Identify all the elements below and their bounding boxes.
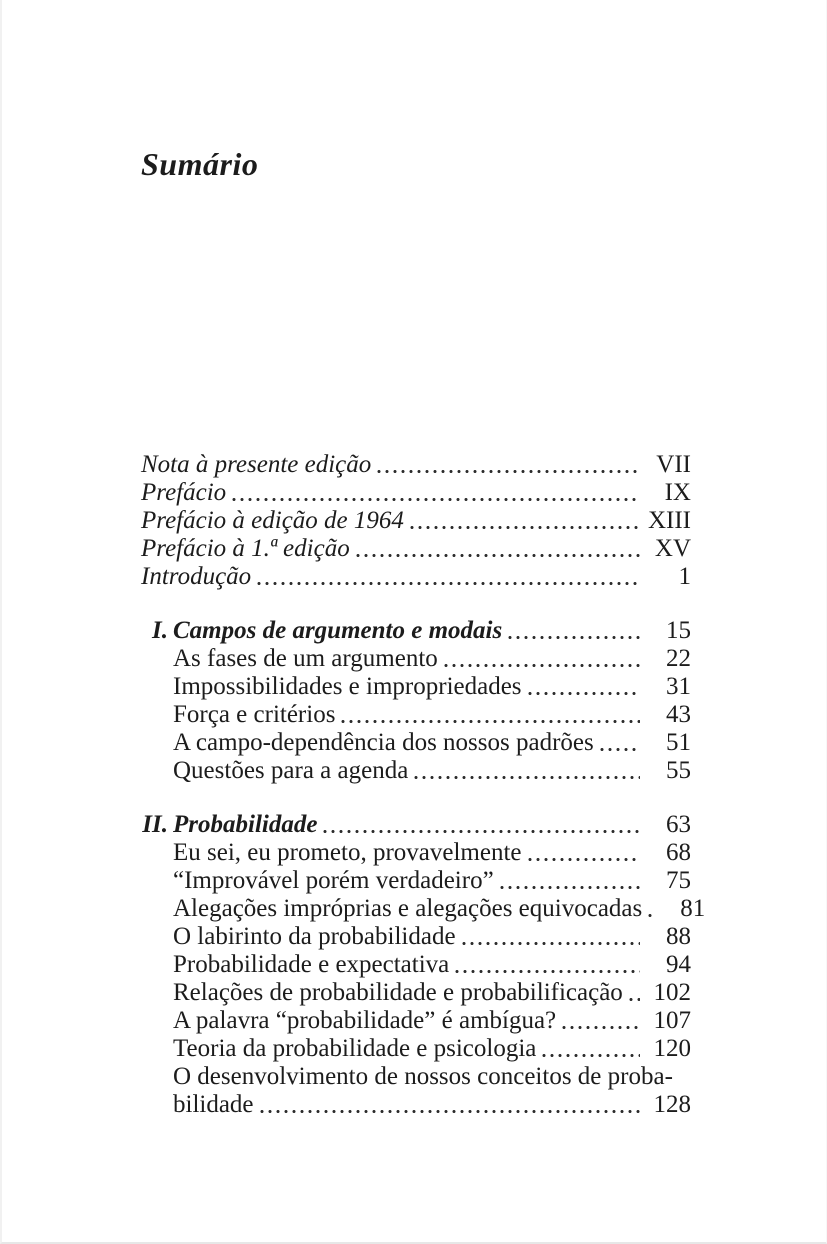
toc-entry: [141, 479, 691, 507]
dot-leader: [230, 497, 640, 502]
dot-leader: [408, 525, 640, 530]
dot-leader: [646, 913, 654, 918]
chapter-heading: [141, 617, 691, 645]
toc-entry: [141, 1007, 691, 1035]
toc-entry-page: XV: [654, 535, 691, 562]
dot-leader: [412, 775, 640, 780]
toc-entry: [141, 535, 691, 563]
toc-entry: [141, 507, 691, 535]
chapter-number: II.: [142, 811, 168, 838]
toc-entry-page: 107: [653, 1007, 691, 1034]
toc-entry: [141, 951, 691, 979]
front-matter-list: [141, 451, 691, 591]
toc-entry-page: IX: [664, 479, 691, 506]
toc-entry-label: Prefácio à edição de 1964: [141, 507, 404, 534]
toc-entry: [141, 1091, 691, 1119]
toc-entry: [141, 451, 691, 479]
toc-entry-label: Nota à presente edição: [141, 451, 372, 478]
dot-leader: [526, 691, 640, 696]
page-title: Sumário: [141, 146, 259, 182]
toc-entry: [141, 979, 691, 1007]
dot-leader: [460, 941, 640, 946]
toc-entry-page: 22: [666, 645, 691, 672]
toc-entry-page: 94: [666, 951, 691, 978]
toc-entry-page: 75: [666, 867, 691, 894]
toc-entry: [141, 757, 691, 785]
toc-entry: [141, 895, 706, 923]
toc-entry-label: Alegações impróprias e alegações equivocadas: [173, 895, 643, 922]
toc-entry-label: Prefácio: [141, 479, 227, 506]
toc-entry: [141, 729, 691, 757]
chapter-block: [141, 617, 691, 785]
toc-entry-page: 43: [666, 701, 691, 728]
dot-leader: [321, 829, 640, 834]
toc-entry: [141, 1063, 691, 1091]
chapter-title: Campos de argumento e modais: [173, 617, 503, 644]
toc-entry-label: As fases de um argumento: [173, 645, 438, 672]
dot-leader: [375, 469, 640, 474]
toc-entry-label: “Improvável porém verdadeiro”: [173, 867, 494, 894]
dot-leader: [339, 719, 640, 724]
toc-entry-page: 55: [666, 757, 691, 784]
toc-entry-label: Questões para a agenda: [173, 757, 409, 784]
dot-leader: [453, 969, 640, 974]
toc-entry: [141, 701, 691, 729]
toc-entry: [141, 563, 691, 591]
chapter-title: Probabilidade: [173, 811, 318, 838]
dot-leader: [258, 1109, 640, 1114]
dot-leader: [560, 1025, 640, 1030]
toc-entry: [141, 1035, 691, 1063]
toc-entry-page: 81: [680, 895, 706, 922]
toc-entry-label: Probabilidade e expectativa: [173, 951, 450, 978]
dot-leader: [506, 635, 640, 640]
toc-entry-page: 120: [653, 1035, 691, 1062]
toc-entry-label: A campo-dependência dos nossos padrões: [173, 729, 594, 756]
toc-entry: [141, 867, 691, 895]
dot-leader: [498, 885, 640, 890]
toc-entry: [141, 645, 691, 673]
chapter-number: I.: [152, 617, 168, 644]
dot-leader: [598, 747, 640, 752]
toc-entry-page: 31: [666, 673, 691, 700]
dot-leader: [255, 581, 640, 586]
dot-leader: [540, 1053, 640, 1058]
toc-entry-page: 128: [653, 1091, 691, 1118]
toc-entry-page: 1: [678, 563, 691, 590]
toc-entry-page: 102: [653, 979, 691, 1006]
toc-entry-label: Teoria da probabilidade e psicologia: [173, 1035, 537, 1062]
toc-entry-page: XIII: [647, 507, 691, 534]
dot-leader: [526, 857, 641, 862]
toc-entry-label: Introdução: [141, 563, 252, 590]
toc-entry-label: O desenvolvimento de nossos conceitos de proba-: [173, 1063, 673, 1090]
chapter-block: [141, 811, 706, 1119]
toc-entry-label: Relações de probabilidade e probabilificação: [173, 979, 623, 1006]
toc-entry-label: Prefácio à 1.ª edição: [141, 535, 350, 562]
toc-entry-page: 51: [666, 729, 691, 756]
toc-entry-page: VII: [656, 451, 691, 478]
chapter-heading: [141, 811, 691, 839]
toc-entry-label-continued: bilidade: [173, 1091, 254, 1118]
dot-leader: [627, 997, 640, 1002]
toc-entry: [141, 673, 691, 701]
dot-leader: [442, 663, 640, 668]
toc-entry: [141, 839, 691, 867]
toc-entry-label: A palavra “probabilidade” é ambígua?: [173, 1007, 557, 1034]
toc-entry: [141, 923, 691, 951]
toc-entry-label: Eu sei, eu prometo, provavelmente: [173, 839, 522, 866]
toc-entry-label: Força e critérios: [173, 701, 336, 728]
chapter-page: 63: [666, 811, 691, 838]
toc-entry-page: 68: [666, 839, 691, 866]
toc-entry-label: Impossibilidades e impropriedades: [173, 673, 522, 700]
toc-entry-label: O labirinto da probabilidade: [173, 923, 456, 950]
dot-leader: [354, 553, 640, 558]
toc-entry-page: 88: [666, 923, 691, 950]
table-of-contents: [141, 451, 706, 1119]
chapter-page: 15: [666, 617, 691, 644]
